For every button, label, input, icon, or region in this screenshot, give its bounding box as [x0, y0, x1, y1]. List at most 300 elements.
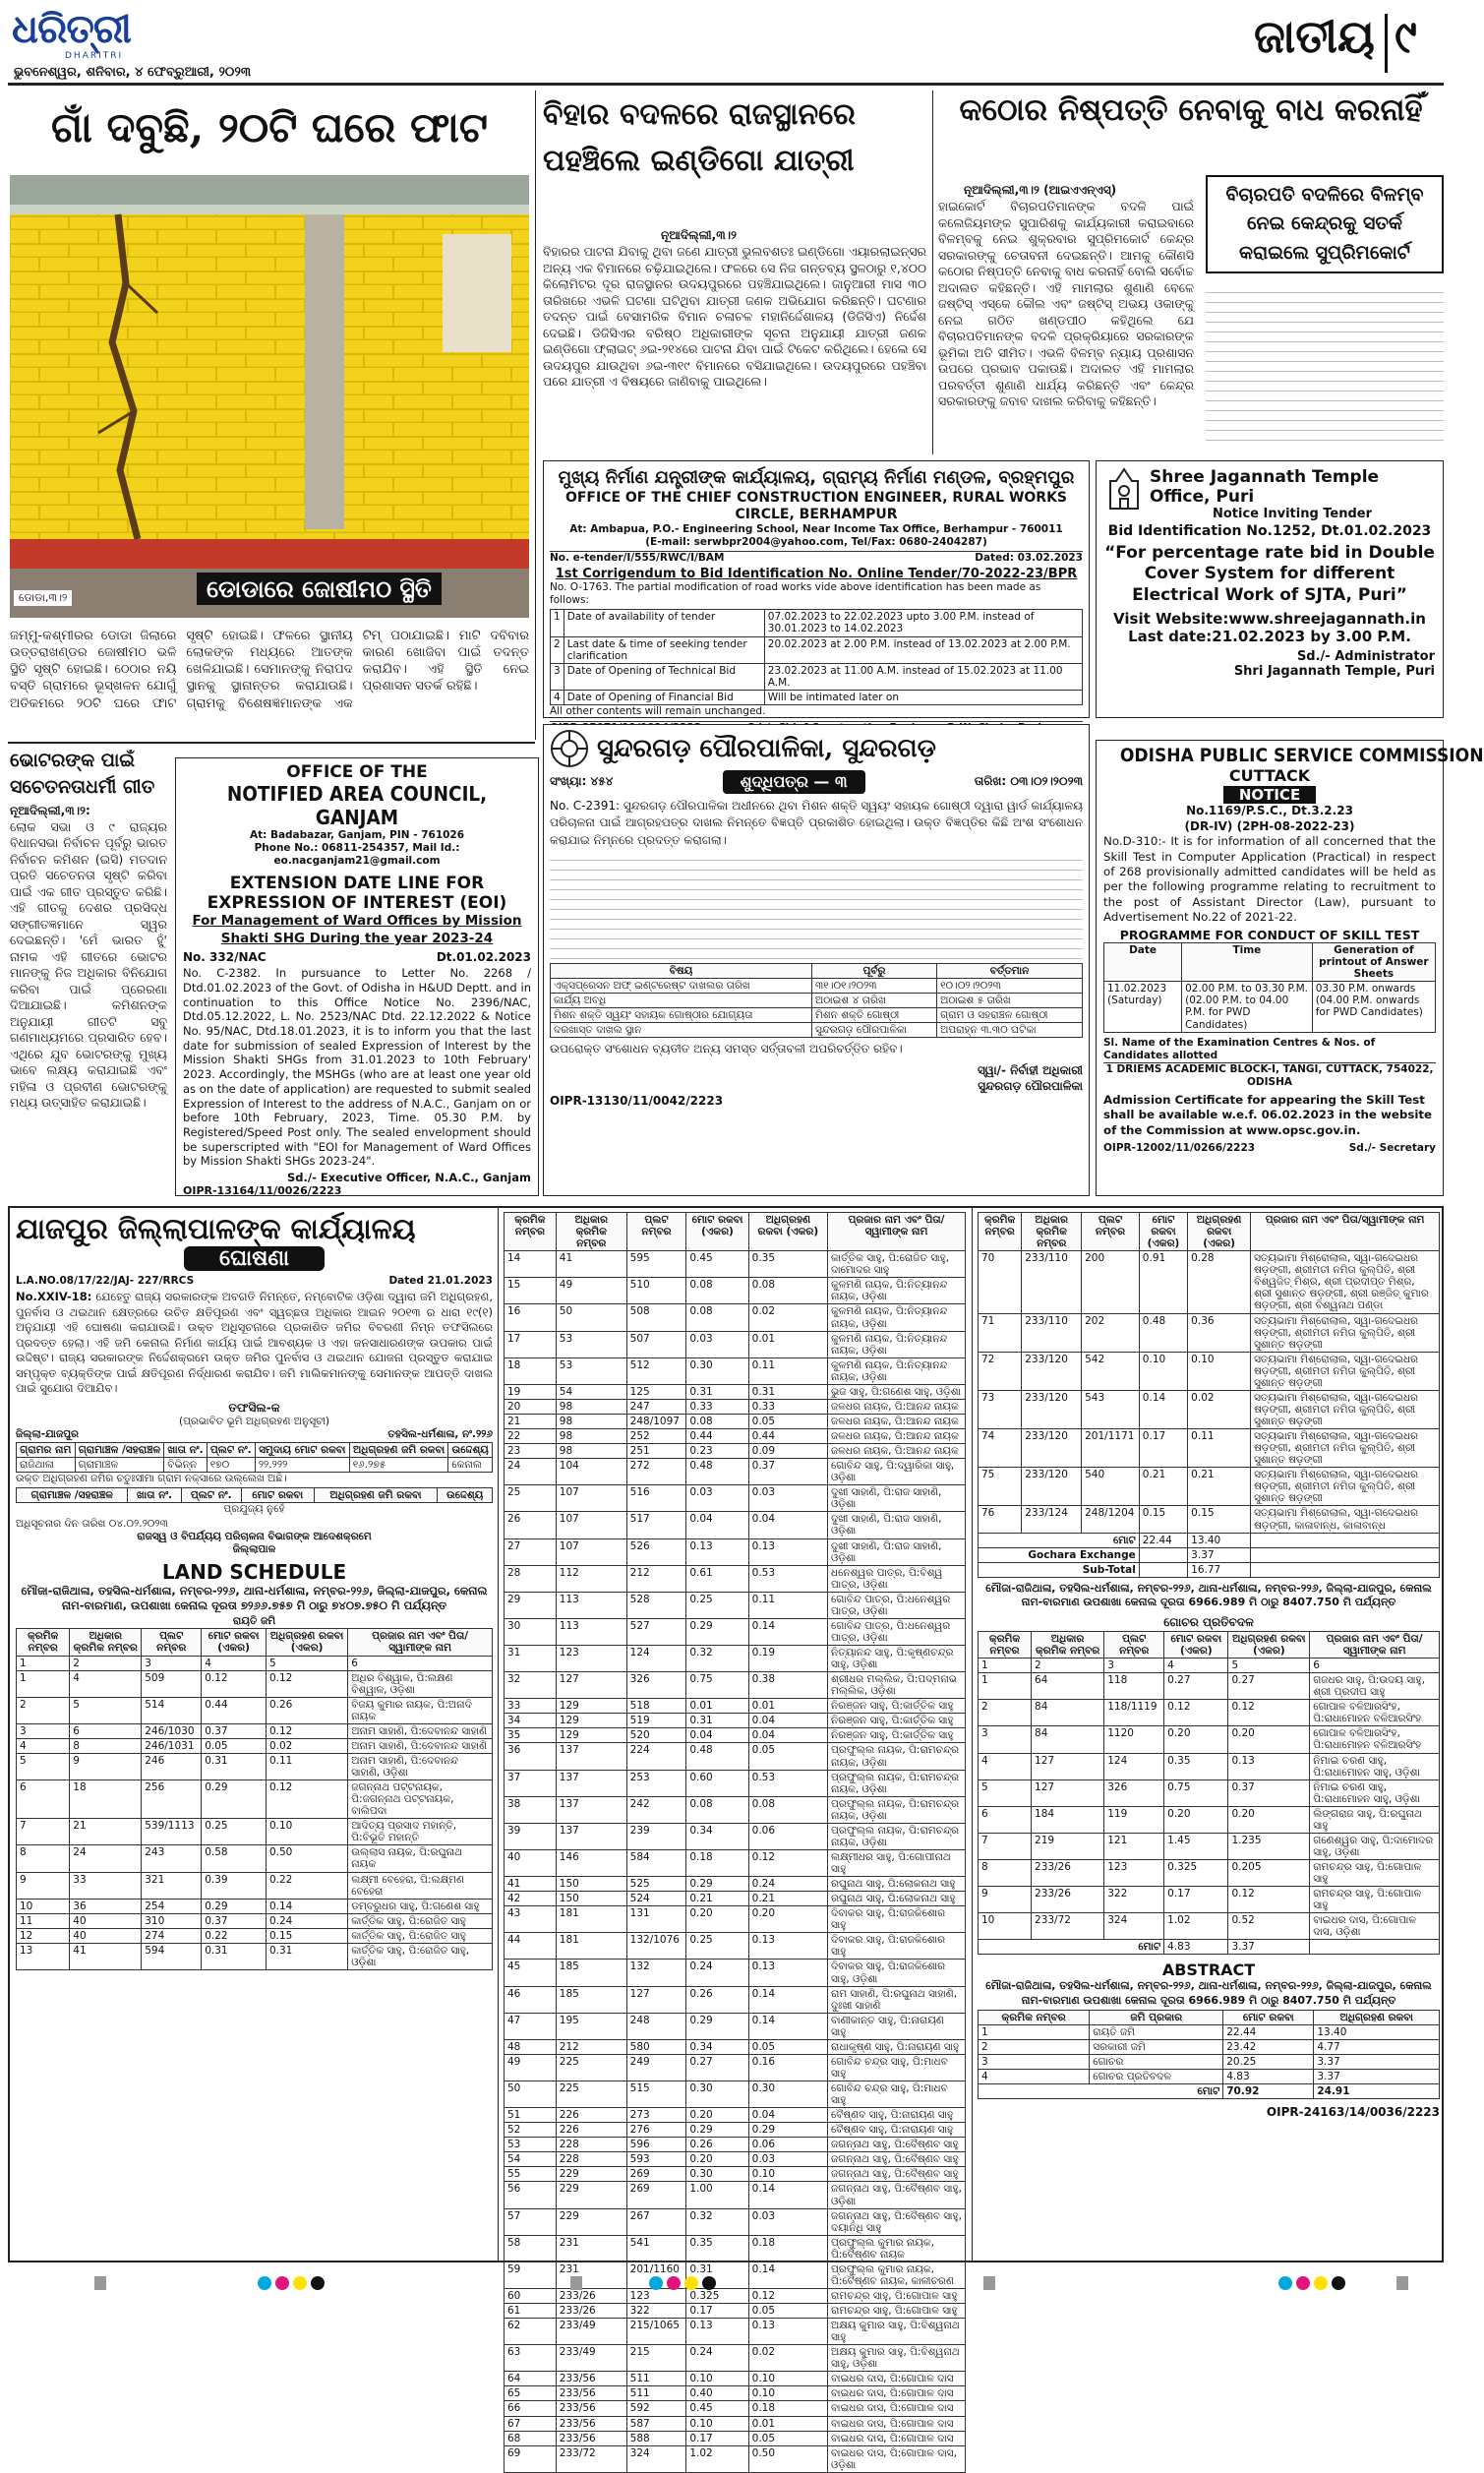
- table-cell: 0.37: [202, 1913, 267, 1928]
- table-cell: 0.20: [686, 2152, 748, 2167]
- table-cell: 54: [556, 1384, 626, 1399]
- table-cell: ଜଳଧର ନାୟକ, ପି:ଆନନ୍ଦ ନାୟକ: [828, 1414, 966, 1428]
- table-cell: 0.31: [748, 1384, 827, 1399]
- table-cell: ଗ୍ରାମ ଓ ସହରାଞ୍ଚଳ ଗୋଷ୍ଠୀ: [937, 1008, 1083, 1023]
- opsc-centre: 1 DRIEMS ACADEMIC BLOCK-I, TANGI, CUTTACK, 754022, ODISHA: [1105, 1062, 1434, 1088]
- table-cell: 0.50: [266, 1845, 347, 1872]
- table-cell: ବାଇଧର ଦାସ, ପି:ଗୋପାଳ ଦାସ: [828, 2401, 966, 2416]
- table-cell: 226: [556, 2108, 626, 2123]
- table-header: ଗ୍ରାମାଞ୍ଚଳ /ସହରାଞ୍ଚଳ: [75, 1442, 164, 1457]
- table-cell: 41: [556, 1251, 626, 1278]
- table-cell: 225: [556, 2054, 626, 2081]
- nac-no: No. 332/NAC: [183, 950, 267, 965]
- table-cell: 0.20: [748, 1906, 827, 1933]
- table-cell: 53: [556, 1357, 626, 1384]
- table-cell: 45: [505, 1960, 557, 1986]
- table-cell: 274: [142, 1928, 202, 1943]
- table-cell: 0.21: [748, 1892, 827, 1906]
- table-row: [979, 1251, 1440, 1313]
- opsc-date-cell: 11.02.2023 (Saturday): [1104, 982, 1182, 1032]
- table-cell: ବାଇଧର ଦାସ, ପି:ଗୋପାଳ ଦାସ, ଓଡ଼ିଶା: [1310, 1913, 1440, 1940]
- table-cell: 0.44: [202, 1697, 267, 1723]
- sjta-title: Shree Jagannath Temple Office, Puri: [1150, 467, 1380, 507]
- table-cell: 23: [505, 1444, 557, 1459]
- table-cell: 518: [626, 1699, 686, 1714]
- table-cell: 53: [556, 1331, 626, 1357]
- nac-footer: OIPR-13164/11/0026/2223: [183, 1184, 342, 1198]
- table-cell: 0.29: [202, 1899, 267, 1913]
- table-row: [505, 1646, 966, 1672]
- table-row: [17, 1656, 493, 1670]
- table-cell: 75: [979, 1468, 1022, 1506]
- table-header: ମୋଟ ରକବା (ଏକର): [1139, 1213, 1187, 1251]
- rwc-letter-no: No. e-tender/I/555/RWC/I/BAM: [550, 552, 725, 565]
- table-cell: 248/1204: [1082, 1506, 1140, 1533]
- table-row: [505, 1512, 966, 1538]
- municipality-seal-icon: [550, 729, 589, 768]
- table-header: ଅଧିକାର କ୍ରମିକ ନମ୍ବର: [70, 1629, 142, 1656]
- table-cell: 0.12: [266, 1723, 347, 1738]
- table-cell: ଗୋଚର: [1090, 2055, 1223, 2070]
- reg-magenta-2: [667, 2276, 681, 2290]
- table-cell: 112: [556, 1565, 626, 1592]
- table-row: [505, 1384, 966, 1399]
- reg-cyan-2: [649, 2276, 663, 2290]
- rwc-letter-date: Dated: 03.02.2023: [975, 552, 1083, 565]
- table-cell: ଜଳଧର ନାୟକ, ପି:ଆନନ୍ଦ ନାୟକ: [828, 1399, 966, 1414]
- table-header: ଅଧିକାର କ୍ରମିକ ନମ୍ବର: [556, 1213, 626, 1251]
- table-cell: ୧୦।୦୨।୨୦୨୩: [937, 979, 1083, 994]
- table-row: [505, 2319, 966, 2345]
- table-row: [505, 1304, 966, 1331]
- table-cell: ମିଶନ ଶକ୍ତି ସ୍ୱୟଂ ସହାୟକ ଗୋଷ୍ଠୀର ଯୋଗ୍ୟତା: [551, 1008, 812, 1023]
- table-cell: 267: [626, 2208, 686, 2235]
- table-header: କ୍ରମିକ ନମ୍ବର: [505, 1213, 557, 1251]
- table-cell: 0.18: [748, 2235, 827, 2262]
- table-cell: 185: [556, 1960, 626, 1986]
- table-row: [505, 2152, 966, 2167]
- table-cell: 30: [505, 1618, 557, 1645]
- table-cell: 0.25: [686, 1933, 748, 1960]
- table-cell: 269: [626, 2167, 686, 2182]
- table-cell: 233/26: [1032, 1887, 1104, 1913]
- table-row: [505, 2304, 966, 2319]
- table-cell: 0.14: [748, 1618, 827, 1645]
- table-cell: ଧନେଶ୍ୱର ପାତ୍ର, ପି:ବିଶ୍ୱ ପାତ୍ର, ଓଡ଼ିଶା: [828, 1565, 966, 1592]
- table-row: [505, 1933, 966, 1960]
- table-row: [17, 1753, 493, 1779]
- table-row: [505, 2138, 966, 2152]
- table-cell: 2: [1032, 1659, 1104, 1673]
- table-cell: 0.30: [686, 2081, 748, 2108]
- table-cell: 528: [626, 1592, 686, 1618]
- table-cell: ରାଧାକୃଷ୍ଣ ସାହୁ, ପି:ନାରାୟଣ ସାହୁ: [828, 2039, 966, 2054]
- table-cell: ଅନାମ ସାହାଣି, ପି:ଦେବାନନ୍ଦ ସାହାଣି: [348, 1723, 493, 1738]
- table-header: Generation of printout of Answer Sheets: [1312, 943, 1435, 982]
- total-pad: [1251, 1547, 1440, 1562]
- table-cell: 0.21: [1139, 1468, 1187, 1506]
- jajpur-tafsil-sub: (ପ୍ରଭାବିତ ଭୂମି ଅଧିଗ୍ରହଣ ଅନୁସୂଚୀ): [178, 1416, 330, 1428]
- reg-magenta: [275, 2276, 289, 2290]
- table-cell: 516: [626, 1485, 686, 1512]
- table-cell: ରଘୁନାଥ ସାହୁ, ପି:ଲୋକନାଥ ସାହୁ: [828, 1877, 966, 1892]
- story2-body: ବିହାରର ପାଟନା ଯିବାକୁ ଥିବା ଜଣେ ଯାତ୍ରୀ ଭୁଲବଶତଃ ଇଣ୍ଡିଗୋ ଏୟାରଲାଇନ୍ସର ଅନ୍ୟ ଏକ ବିମାନରେ ଚଢ଼ିଯାଇଥିଲେ। ଫଳରେ ସେ ନିଜ ଗନ୍ତବ୍ୟ ସ୍ଥଳଠାରୁ ୧,୪୦୦ କିଲୋମିଟର ଦୂର ରାଜସ୍ଥାନର ଉଦୟପୁରରେ ପହଞ୍ଚିଯାଇଥିଲେ। ଜାନୁଆରୀ ମାସ ୩୦ ତାରିଖରେ ଏଭଳି ଘଟଣା ଘଟିଥିବା ଯାତ୍ରୀ ଜଣକ ଅଭିଯୋଗ କରିଛନ୍ତି। ଘଟଣାର ତଦନ୍ତ ପାଇଁ ବେସାମରିକ ବିମାନ ଚଳାଚଳ ମହାନିର୍ଦ୍ଦେଶାଳୟ (ଡିଜିସିଏ) ନିର୍ଦ୍ଦେଶ ଦେଇଛି। ଡିଜିସିଏର ବରିଷ୍ଠ ଅଧିକାରୀଙ୍କ ସୂଚନା ଅନୁଯାୟୀ ଯାତ୍ରୀ ଜଣକ ଇଣ୍ଡିଗୋ ଫ୍ଲାଇଟ୍ ୬ଇ-୨୧୪ରେ ପାଟନା ଯିବା ପାଇଁ ଟିକେଟ କରିଥିଲେ। ହେଲେ ସେ ଉଦୟପୁର ଯାଉଥିବା ୬ଇ-୩୧୯ ବିମାନରେ ବସିଯାଇଥିଲେ। ଉଦୟପୁରରେ ପହଞ୍ଚିବା ପରେ ଯାତ୍ରୀ ଏ ବିଷୟରେ ଜାଣିବାକୁ ପାଇଥିଲେ।: [543, 244, 926, 389]
- table-cell: 0.24: [266, 1913, 347, 1928]
- table-row: [979, 1753, 1440, 1779]
- sjta-sign2: Shri Jagannath Temple, Puri: [1233, 663, 1435, 679]
- table-cell: ଅଧିର ବିଶ୍ୱାଳ, ପି:ଲକ୍ଷଣ ବିଶ୍ୱାଳ, ଓଡ଼ିଶା: [348, 1670, 493, 1697]
- table-cell: 137: [556, 1743, 626, 1770]
- table-cell: କାର୍ତ୍ତିକ ସାହୁ, ପି:ରୋଜିତ ସାହୁ, ଓଡ଼ିଶା: [348, 1943, 493, 1969]
- table-row: [979, 2040, 1440, 2055]
- table-cell: 0.20: [1164, 1806, 1228, 1833]
- table-cell: 541: [626, 2235, 686, 2262]
- table-row: [505, 1538, 966, 1565]
- reg-cyan: [258, 2276, 271, 2290]
- table-cell: ରାମଚନ୍ଦ୍ର ସାହୁ, ପି:ଗୋପାଳ ସାହୁ: [1310, 1860, 1440, 1887]
- table-cell: 0.12: [1164, 1700, 1228, 1726]
- table-cell: ସତ୍ୟଭାମା ମିଶ୍ରୋଲାଲ, ସ୍ୱା-ଗଦେଇଧର ଷଡ଼ଙ୍ଗୀ, ଶ୍ରୀମତୀ ନମିତା କୁଲ୍ପିତି, ଶ୍ରୀ ସୁଶାନ୍ତ ଷଡ଼ଙ୍ଗୀ: [1251, 1352, 1440, 1390]
- table-cell: 0.26: [686, 1986, 748, 2013]
- table-header: ମୋଟ ରକବା: [1223, 2011, 1314, 2025]
- table-cell: 124: [626, 1646, 686, 1672]
- table-cell: 124: [1104, 1753, 1164, 1779]
- table-cell: 233/120: [1022, 1390, 1082, 1428]
- nac-sign: Sd./- Executive Officer, N.A.C., Ganjam: [287, 1171, 531, 1185]
- table-cell: 0.31: [686, 1714, 748, 1728]
- reg-bar-3: [983, 2276, 995, 2290]
- ad-nac-ganjam: [175, 757, 539, 1196]
- table-row: [505, 2167, 966, 2182]
- table-cell: 181: [556, 1906, 626, 1933]
- table-cell: 515: [626, 2081, 686, 2108]
- table-cell: ପ୍ରଫୁଲ୍ଲ ନାୟକ, ପି:ରାମଚନ୍ଦ୍ର ନାୟକ, ଓଡ଼ିଶା: [828, 1823, 966, 1849]
- table-cell: 132/1076: [626, 1933, 686, 1960]
- table-row: [505, 2431, 966, 2445]
- table-row: [505, 2123, 966, 2138]
- table-cell: 72: [979, 1352, 1022, 1390]
- table-cell: ଅନାମ ସାହାଣି, ପି:ଦେବାନନ୍ଦ ସାହାଣି: [348, 1738, 493, 1753]
- total-value: 3.37: [1228, 1940, 1310, 1955]
- table-cell: 46: [505, 1986, 557, 2013]
- table-cell: 219: [1032, 1833, 1104, 1859]
- rwc-address: At: Ambapua, P.O.- Engineering School, Near Income Tax Office, Berhampur - 760011: [569, 522, 1063, 535]
- opsc-no: No.1169/P.S.C., Dt.3.2.23: [1186, 804, 1353, 817]
- table-cell: 0.26: [266, 1697, 347, 1723]
- table-row: [17, 1913, 493, 1928]
- table-cell: 40: [70, 1928, 142, 1943]
- table-cell: 246: [142, 1753, 202, 1779]
- rwc-title-or: ମୁଖ୍ୟ ନିର୍ମାଣ ଯନ୍ତ୍ରୀଙ୍କ କାର୍ଯ୍ୟାଳୟ, ଗ୍ରାମ୍ୟ ନିର୍ମାଣ ମଣ୍ଡଳ, ବ୍ରହ୍ମପୁର: [558, 467, 1075, 488]
- table-cell: ଶ୍ରୀଧର ମଲ୍ଲିକ, ପି:ପଦ୍ମନାଭ ମଲ୍ଲିକ, ଓଡ଼ିଶା: [828, 1672, 966, 1699]
- table-cell: 0.60: [686, 1770, 748, 1796]
- jajpur-right-column: [978, 1212, 1440, 2259]
- table-cell: କୁଳମଣି ନାୟକ, ପି:ନିତ୍ୟାନନ୍ଦ ନାୟକ, ଓଡ଼ିଶା: [828, 1304, 966, 1331]
- table-cell: ଜଳଧର ନାୟକ, ପି:ଆନନ୍ଦ ନାୟକ: [828, 1444, 966, 1459]
- table-cell: 0.45: [686, 1251, 748, 1278]
- story2-headline: ବିହାର ବଦଳରେ ରାଜସ୍ଥାନରେ ପହଞ୍ଚିଲେ ଇଣ୍ଡିଗୋ ଯାତ୍ରୀ: [543, 97, 856, 178]
- table-cell: 269: [626, 2182, 686, 2208]
- jajpur-abstract-title: ABSTRACT: [1161, 1960, 1256, 1980]
- table-cell: କାର୍ତ୍ତିକ ସାହୁ, ପି:ରୋଜିତ ସାହୁ: [348, 1928, 493, 1943]
- table-cell: 34: [505, 1714, 557, 1728]
- story3-headline: କଠୋର ନିଷ୍ପତ୍ତି ନେବାକୁ ବାଧ କରନାହିଁ: [959, 92, 1423, 128]
- table-cell: 587: [626, 2416, 686, 2431]
- table-cell: 0.325: [686, 2288, 748, 2303]
- table-cell: 0.29: [202, 1780, 267, 1819]
- rwc-cell: Date of availability of tender: [564, 610, 764, 636]
- table-header: ପୂର୍ବରୁ: [812, 964, 937, 979]
- jajpur-t2-note: ପ୍ରଯୁଜ୍ୟ ନୁହେଁ: [223, 1502, 285, 1515]
- table-cell: 225: [556, 2081, 626, 2108]
- table-cell: ସତ୍ୟଭାମା ମିଶ୍ରୋଲାଲ, ସ୍ୱା-ଗଦେଇଧର ଷଡ଼ଙ୍ଗୀ, କାଳାବାନ୍ଧ, କାଳାବାନ୍ଧ: [1251, 1506, 1440, 1533]
- table-row: [505, 2372, 966, 2386]
- sundargarh-sign2: ସୁନ୍ଦରଗଡ଼ ପୌରପାଳିକା: [978, 1078, 1083, 1093]
- table-row: [979, 1833, 1440, 1859]
- table-header: ମୋଟ ରକବା (ଏକର): [686, 1213, 748, 1251]
- table-cell: 0.16: [748, 2054, 827, 2081]
- table-cell: ୧୭୦: [207, 1457, 255, 1472]
- table-header: ପ୍ରଜାର ନାମ ଏବଂ ପିତା/ସ୍ୱାମୀଙ୍କ ନାମ: [1251, 1213, 1440, 1251]
- total-value: 4.83: [1164, 1940, 1228, 1955]
- table-cell: 0.28: [1188, 1251, 1251, 1313]
- story2-dateline: ନୂଆଦିଲ୍ଲୀ,୩।୨: [661, 228, 738, 242]
- table-cell: 212: [556, 2039, 626, 2054]
- table-cell: 26: [505, 1512, 557, 1538]
- table-cell: 0.205: [1228, 1860, 1310, 1887]
- table-cell: 0.34: [686, 2039, 748, 2054]
- opsc-admission: Admission Certificate for appearing the Skill Test shall be available w.e.f. 06.02.2023 in the website of the Commission at www.opsc.gov.in.: [1103, 1093, 1433, 1137]
- rwc-cell: 1: [551, 610, 564, 636]
- table-header: ଅଧିଗ୍ରହଣ ରକବା (ଏକର): [266, 1629, 347, 1656]
- table-cell: 200: [1082, 1251, 1140, 1313]
- table-row: [505, 2108, 966, 2123]
- table-cell: 0.05: [748, 2431, 827, 2445]
- table-cell: 150: [556, 1892, 626, 1906]
- table-header: ପ୍ରଜାର ନାମ ଏବଂ ପିତା/ସ୍ୱାମୀଙ୍କ ନାମ: [828, 1213, 966, 1251]
- table-cell: 233/49: [556, 2345, 626, 2372]
- table-header: ପ୍ଲଟ ନମ୍ବର: [626, 1213, 686, 1251]
- table-cell: 8: [70, 1738, 142, 1753]
- table-cell: 229: [556, 2167, 626, 2182]
- table-cell: 16: [505, 1304, 557, 1331]
- table-cell: 24: [505, 1459, 557, 1485]
- table-cell: 1: [979, 1659, 1032, 1673]
- table-cell: 0.10: [748, 2167, 827, 2182]
- jajpur-abstract-desc: ମୌଜା-ରାଜିଥାଳା, ତହସିଲ-ଧର୍ମଶାଳା, ନମ୍ବର-୨୨୬, ଥାନା-ଧର୍ମଶାଳା, ନମ୍ବର-୨୨୬, ଜିଲ୍ଲା-ଯାଜପୁର, କେନାଲ ନାମ-ବାରମାଣ ଉପଶାଖା କେନାଲ ଦୂରତା 6966.989 ମି ଠାରୁ 8407.750 ମି ପର୍ଯ୍ୟନ୍ତ: [985, 1979, 1432, 2007]
- opsc-title: ODISHA PUBLIC SERVICE COMMISSION: [1119, 745, 1484, 766]
- table-cell: ଅପରାହ୍ନ ୩.୩୦ ଘଟିକା: [937, 1023, 1083, 1038]
- reg-yellow-2: [684, 2276, 698, 2290]
- sundargarh-date: ତାରିଖ: ୦୩।୦୨।୨୦୨୩: [974, 774, 1083, 789]
- table-cell: 43: [505, 1906, 557, 1933]
- table-cell: 3: [979, 1726, 1032, 1753]
- table-cell: 202: [1082, 1313, 1140, 1352]
- table-cell: 49: [505, 2054, 557, 2081]
- table-header: ବିଷୟ: [551, 964, 812, 979]
- table-row: [979, 1779, 1440, 1806]
- table-cell: 6: [70, 1723, 142, 1738]
- jajpur-table-1: [16, 1442, 493, 1473]
- table-cell: 33: [505, 1699, 557, 1714]
- table-cell: 137: [556, 1796, 626, 1823]
- table-cell: 22.44: [1223, 2025, 1314, 2040]
- table-header: ଅଧିଗ୍ରହଣ ଜମି ରକବା: [314, 1487, 438, 1502]
- table-header: କ୍ରମିକ ନମ୍ବର: [979, 2011, 1090, 2025]
- table-cell: 29: [505, 1592, 557, 1618]
- table-cell: 0.30: [748, 2081, 827, 2108]
- table-cell: 127: [556, 1672, 626, 1699]
- table-cell: 0.17: [1139, 1429, 1187, 1468]
- table-cell: 4: [979, 2070, 1090, 2084]
- table-cell: 24: [70, 1845, 142, 1872]
- table-header: ବର୍ତ୍ତମାନ: [937, 964, 1083, 979]
- table-header: ଗ୍ରାମର ନାମ: [17, 1442, 76, 1457]
- story1-body: ଜମ୍ମୁ-କଶ୍ମୀରର ଡୋଡା ଜିଲାରେ ଉତ୍ତରାଖଣ୍ଡର ଜୋଷୀମଠ ଭଳି ସ୍ଥିତି ସୃଷ୍ଟି ହୋଇଛି। ଠେଠାର ନୟି ବସ୍ତି ଗ୍ରାମରେ ଭୂସ୍ଖଳନ ଯୋଗୁଁ ଅତିକମରେ ୨୦ଟି ଘରେ ଫାଟ ସୃଷ୍ଟି ହୋଇଛି। ଫଳରେ ସ୍ଥାନୀୟ ଲୋକଙ୍କ ମଧ୍ୟରେ ଆତଙ୍କ ଖେଳିଯାଇଛି। ସେମାନଙ୍କୁ ନିରାପଦ ସ୍ଥାନକୁ ସ୍ଥାନାନ୍ତର କରାଯାଉଛି। ଗ୍ରାମକୁ ବିଶେଷଜ୍ଞମାନଙ୍କ ଏକ ଟିମ୍ ପଠାଯାଇଛି। ମାଟି ଦବିବାର କାରଣ ଖୋଜିବା ପାଇଁ ତଦନ୍ତ କରାଯିବ। ଏହି ସ୍ଥିତି ନେଇ ପ୍ରଶାସନ ସତର୍କ ରହିଛି।: [10, 629, 529, 711]
- table-cell: 0.12: [1228, 1887, 1310, 1913]
- table-cell: 224: [626, 1743, 686, 1770]
- table-cell: 0.35: [1164, 1753, 1228, 1779]
- table-cell: 0.08: [686, 1278, 748, 1304]
- jajpur-right-desc: ମୌଜା-ରାଜିଥାଳା, ତହସିଲ-ଧର୍ମଶାଳା, ନମ୍ବର-୨୨୬, ଥାନା-ଧର୍ମଶାଳା, ନମ୍ବର-୨୨୬, ଜିଲ୍ଲା-ଯାଜପୁର, କେନାଲ ନାମ-ବାରମାଣ ଉପଶାଖା କେନାଲ ଦୂରତା 6966.989 ମି ଠାରୁ 8407.750 ମି ପର୍ଯ୍ୟନ୍ତ: [985, 1581, 1432, 1609]
- table-header: ପ୍ଲଟ ନମ୍ବର: [1104, 1631, 1164, 1658]
- sundargarh-body: No. C-2391: ସୁନ୍ଦରଗଡ଼ ପୌରପାଳିକା ଅଧୀନରେ ଥିବା ମିଶନ ଶକ୍ତି ସ୍ୱୟଂ ସହାୟକ ଗୋଷ୍ଠୀ ଦ୍ୱାରା ୱାର୍ଡ କାର୍ଯ୍ୟାଳୟ ପରିଚାଳନା ପାଇଁ ଆଗ୍ରହପତ୍ର ଦାଖଲ ନିମନ୍ତେ ବିଜ୍ଞପ୍ତି ପ୍ରକାଶିତ ହୋଇଥିଲା। ଉକ୍ତ ବିଜ୍ଞପ୍ତିର କିଛି ଅଂଶ ସଂଶୋଧନ କରାଯାଇ ନିମ୍ନରେ ପ୍ରଦତ୍ତ କରାଗଲା।: [550, 799, 1083, 847]
- jajpur-vrule-2: [972, 1208, 973, 2261]
- table-cell: 67: [505, 2416, 557, 2431]
- table-row: [505, 2416, 966, 2431]
- reg-yellow-3: [1314, 2276, 1328, 2290]
- table-cell: ୧୬.୨୭୫: [349, 1457, 448, 1472]
- table-cell: 0.08: [748, 1278, 827, 1304]
- table-row: [505, 1331, 966, 1357]
- table-cell: 1: [979, 1673, 1032, 1700]
- table-cell: 68: [505, 2431, 557, 2445]
- table-header: କ୍ରମିକ ନମ୍ବର: [17, 1629, 70, 1656]
- table-cell: 0.02: [266, 1738, 347, 1753]
- jajpur-ls-sub: ରାୟତି ଜମି: [232, 1615, 276, 1628]
- table-cell: 5: [17, 1753, 70, 1779]
- table-cell: 0.14: [748, 1986, 827, 2013]
- table-cell: 0.18: [686, 1849, 748, 1876]
- table-cell: 0.15: [1139, 1506, 1187, 1533]
- table-cell: 508: [626, 1304, 686, 1331]
- jajpur-gochar-table: [978, 1631, 1440, 1956]
- table-cell: 25: [505, 1485, 557, 1512]
- table-cell: 0.53: [748, 1565, 827, 1592]
- table-cell: 326: [626, 1672, 686, 1699]
- table-cell: 146: [556, 1849, 626, 1876]
- rwc-subject: 1st Corrigendum to Bid Identification No. Online Tender/70-2022-23/BPR: [555, 567, 1078, 582]
- table-cell: 54: [505, 2152, 557, 2167]
- table-cell: 38: [505, 1796, 557, 1823]
- table-cell: ଅକ୍ଷୟ କୁମାର ସାହୁ, ପି:ବିଶ୍ୱନାଥ ସାହୁ, ଓଡ଼ିଶା: [828, 2345, 966, 2372]
- table-cell: 276: [626, 2123, 686, 2138]
- jajpur-left-column: [16, 1212, 493, 2259]
- table-cell: ନିମାଇ ଚରଣ ସାହୁ, ପି:ରାଧାମୋହନ ସାହୁ, ଓଡ଼ିଶା: [1310, 1753, 1440, 1779]
- table-cell: 0.44: [686, 1429, 748, 1444]
- table-cell: 2: [979, 2040, 1090, 2055]
- table-cell: 0.03: [748, 2208, 827, 2235]
- table-row: [17, 1819, 493, 1845]
- table-row: [979, 1468, 1440, 1506]
- opsc-print-cell: 03.30 P.M. onwards (04.00 P.M. onwards for PWD Candidates): [1312, 982, 1435, 1032]
- table-row: [551, 610, 1083, 636]
- table-cell: ସତ୍ୟଭାମା ମିଶ୍ରୋଲାଲ, ସ୍ୱା-ଗଦେଇଧର ଷଡ଼ଙ୍ଗୀ, ଶ୍ରୀମତୀ ନମିତା କୁଲ୍ପିତି, ଶ୍ରୀ ବିଶ୍ୱଜିତ୍ ମିଶ୍ର, ଶ୍ରୀ ପ୍ରଦୀପ୍ତ ମିଶ୍ର, ଶ୍ରୀ ସୁଶାନ୍ତ ଷଡ଼ଙ୍ଗୀ, ଶ୍ରୀ ରଞ୍ଜିତ୍ କୁମାର ଷଡ଼ଙ୍ଗୀ, ଶ୍ରୀ ବିଶ୍ୱନାଥ ପଣ୍ଡା: [1251, 1251, 1440, 1313]
- table-cell: 0.31: [202, 1753, 267, 1779]
- table-cell: 0.50: [748, 2445, 827, 2472]
- opsc-footer: OIPR-12002/11/0266/2223: [1103, 1142, 1256, 1155]
- table-cell: 58: [505, 2235, 557, 2262]
- table-cell: 65: [505, 2386, 557, 2401]
- table-cell: ଗୋବିନ୍ଦ ସାହୁ, ପି:ଦ୍ୱାରିକା ସାହୁ, ଓଡ଼ିଶା: [828, 1459, 966, 1485]
- rwc-email: (E-mail: serwbpr2004@yahoo.com, Tel/Fax: 0680-2404287): [645, 535, 987, 548]
- opsc-centre-head: Sl. Name of the Examination Centres & Nos. of Candidates allotted: [1103, 1037, 1436, 1063]
- table-cell: 118/1119: [1104, 1700, 1164, 1726]
- total-value: 22.44: [1139, 1533, 1187, 1547]
- table-cell: 37: [505, 1770, 557, 1796]
- rwc-cell: 23.02.2023 at 11.00 A.M. instead of 15.02.2023 at 11.00 A.M.: [764, 663, 1082, 690]
- table-cell: 272: [626, 1459, 686, 1485]
- jajpur-no: No.XXIV-18:: [16, 1290, 92, 1304]
- table-cell: 0.21: [686, 1892, 748, 1906]
- table-cell: 0.48: [1139, 1313, 1187, 1352]
- table-cell: 233/56: [556, 2372, 626, 2386]
- table-cell: 0.13: [748, 1960, 827, 1986]
- table-cell: 21: [505, 1414, 557, 1428]
- table-cell: 0.20: [686, 1906, 748, 1933]
- table-cell: 0.10: [1188, 1352, 1251, 1390]
- table-cell: 0.48: [686, 1459, 748, 1485]
- table-cell: 253: [626, 1770, 686, 1796]
- table-cell: 0.04: [686, 1728, 748, 1743]
- table-cell: 233/72: [1032, 1913, 1104, 1940]
- table-row: [17, 1943, 493, 1969]
- opsc-sign: Sd./- Secretary: [1348, 1142, 1436, 1155]
- nac-notice3: For Management of Ward Offices by Mission Shakti SHG During the year 2023-24: [192, 913, 522, 946]
- table-row: [17, 1723, 493, 1738]
- table-cell: 233/49: [556, 2319, 626, 2345]
- table-cell: 5: [266, 1656, 347, 1670]
- sjta-bid: Bid Identification No.1252, Dt.01.02.2023: [1107, 523, 1432, 539]
- rwc-cell: 4: [551, 690, 564, 704]
- table-row: [505, 1743, 966, 1770]
- table-cell: 233/120: [1022, 1429, 1082, 1468]
- table-cell: ଦୁଖୀ ସାହାଣି, ପି:ରାଜ ସାହାଣି, ଓଡ଼ିଶା: [828, 1485, 966, 1512]
- table-cell: 0.27: [686, 2054, 748, 2081]
- table-cell: 0.31: [266, 1943, 347, 1969]
- table-cell: ସତ୍ୟଭାମା ମିଶ୍ରୋଲାଲ, ସ୍ୱା-ଗଦେଇଧର ଷଡ଼ଙ୍ଗୀ, ଶ୍ରୀମତୀ ନମିତା କୁଲ୍ପିତି, ଶ୍ରୀ ସୁଶାନ୍ତ ଷଡ଼ଙ୍ଗୀ: [1251, 1390, 1440, 1428]
- table-cell: 123: [1104, 1860, 1164, 1887]
- total-pad: [1251, 1533, 1440, 1547]
- table-row: [505, 1728, 966, 1743]
- table-row: [505, 2054, 966, 2081]
- table-cell: 0.39: [202, 1872, 267, 1899]
- table-cell: 247: [626, 1399, 686, 1414]
- table-cell: 107: [556, 1485, 626, 1512]
- table-cell: 0.18: [748, 2401, 827, 2416]
- table-cell: ଦିବାକର ସାହୁ, ପି:ରାଜକିଶୋର ସାହୁ: [828, 1933, 966, 1960]
- table-cell: ଜଗନ୍ନାଥ ସାହୁ, ପି:ବୈଷ୍ଣବ ସାହୁ, ଓଡ଼ିଶା: [828, 2182, 966, 2208]
- table-row: [505, 1672, 966, 1699]
- jajpur-dept2: ଜିଲ୍ଲାପାଳ: [232, 1543, 276, 1556]
- table-cell: ଅନାମ ସାହାଣି, ପି:ଦେବାନନ୍ଦ ସାହାଣି, ଓଡ଼ିଶା: [348, 1753, 493, 1779]
- table-cell: 39: [505, 1823, 557, 1849]
- table-cell: ଅଠାଇଶ ୫ ତାରିଖ: [937, 994, 1083, 1008]
- table-cell: 33: [70, 1872, 142, 1899]
- table-cell: କୁଳମଣି ନାୟକ, ପି:ନିତ୍ୟାନନ୍ଦ ନାୟକ, ଓଡ଼ିଶା: [828, 1278, 966, 1304]
- story-indigo-passenger: [543, 90, 926, 454]
- jajpur-land-schedule: LAND SCHEDULE: [161, 1560, 347, 1585]
